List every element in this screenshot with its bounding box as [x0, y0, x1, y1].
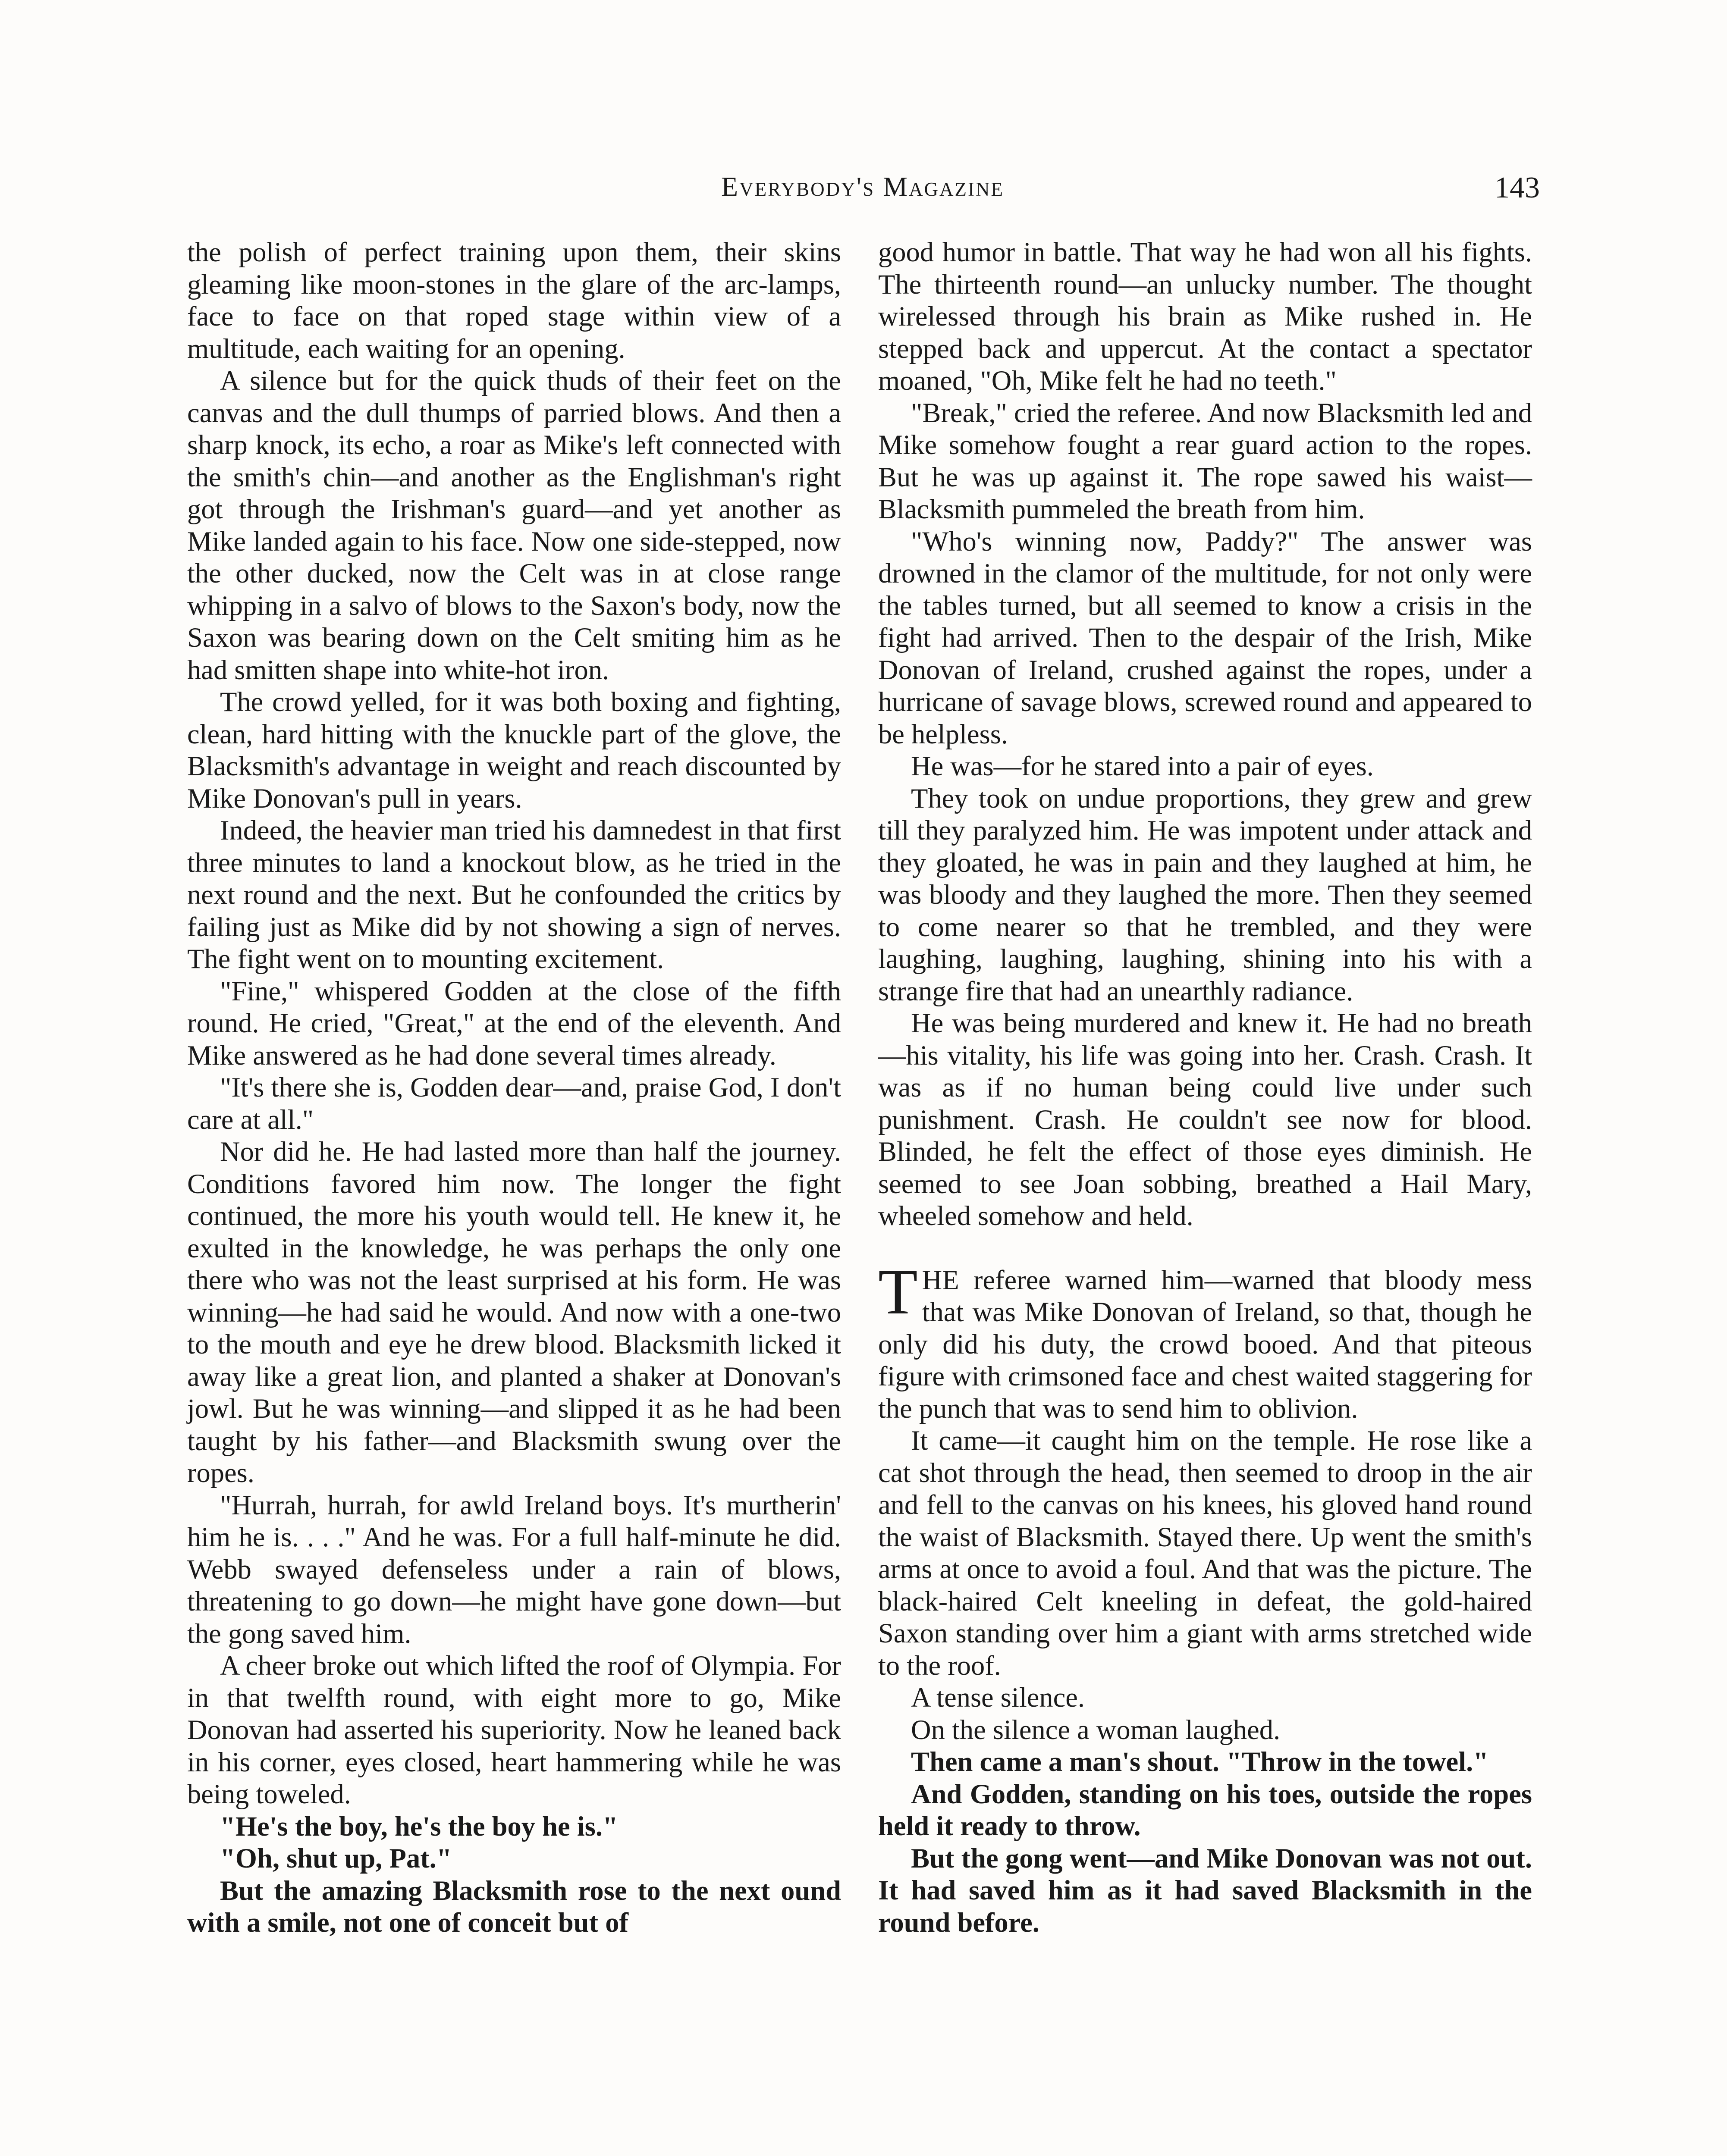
running-head: Everybody's Magazine — [721, 171, 1005, 202]
paragraph: "Fine," whispered Godden at the close of the fifth round. He cried, "Great," at the end of the eleventh. And Mike answered as he had done several times already. — [187, 975, 841, 1071]
paragraph: good humor in battle. That way he had won all his fights. The thirteenth round—an unlucky number. The thought wirelessed through his brain as Mike rushed in. He stepped back and uppercut. At the contact a spectator moaned, "Oh, Mike felt he had no teeth." — [878, 237, 1532, 396]
paragraph: But the amazing Blacksmith rose to the next ound with a smile, not one of conceit but of — [187, 1875, 841, 1938]
paragraph: He was—for he stared into a pair of eyes. — [911, 751, 1374, 781]
paragraph: "Hurrah, hurrah, for awld Ireland boys. It's murtherin' him he is. . . ." And he was. For a full half-minute he did. Webb swayed defenseless under a rain of blows, threatening to go down—he might have gone down—but the gong saved him. — [187, 1489, 841, 1649]
paragraph: A silence but for the quick thuds of their feet on the canvas and the dull thumps of parried blows. And then a sharp knock, its echo, a roar as Mike's left connected with the smith's chin—and another as the Englishman's right got through the Irishman's guard—and yet another as Mike landed again to his face. Now one side-stepped, now the other ducked, now the Celt was in at close range whipping in a salvo of blows to the Saxon's body, now the Saxon was bearing down on the Celt smiting him as he had smitten shape into white-hot iron. — [187, 365, 841, 685]
paragraph: Indeed, the heavier man tried his damnedest in that first three minutes to land a knockout blow, as he tried in the next round and the next. But he confounded the critics by failing just as Mike did by not showing a sign of nerves. The fight went on to mounting excitement. — [187, 815, 841, 974]
drop-cap: T — [878, 1256, 918, 1328]
paragraph: It came—it caught him on the temple. He rose like a cat shot through the head, then seemed to droop in the air and fell to the canvas on his knees, his gloved hand round the waist of Blacksmith. Stayed there. Up went the smith's arms at once to avoid a foul. And that was the picture. The black-haired Celt kneeling in defeat, the gold-haired Saxon standing over him a giant with arms stretched wide to the roof. — [878, 1425, 1532, 1681]
paragraph: But the gong went—and Mike Donovan was not out. It had saved him as it had saved Blacksmith in the round before. — [878, 1843, 1532, 1938]
paragraph: "Who's winning now, Paddy?" The answer was drowned in the clamor of the multitude, for not only were the tables turned, but all seemed to know a crisis in the fight had arrived. Then to the despair of the Irish, Mike Donovan of Ireland, crushed against the ropes, under a hurricane of savage blows, screwed round and appeared to be helpless. — [878, 526, 1532, 749]
paragraph: "It's there she is, Godden dear—and, praise God, I don't care at all." — [187, 1072, 841, 1135]
paragraph: "Oh, shut up, Pat." — [220, 1843, 452, 1874]
right-column — [878, 236, 1532, 1939]
paragraph: A tense silence. — [911, 1682, 1085, 1713]
paragraph: Nor did he. He had lasted more than half the journey. Conditions favored him now. The longer the fight continued, the more his youth would tell. He knew it, he exulted in the knowledge, he was perhaps the only one there who was not the least surprised at his form. He was winning—he had said he would. And now with a one-two to the mouth and eye he drew blood. Blacksmith licked it away like a great lion, and planted a shaker at Donovan's jowl. But he was winning—and slipped it as he had been taught by his father—and Blacksmith swung over the ropes. — [187, 1136, 841, 1488]
left-column — [187, 236, 841, 1939]
paragraph: And Godden, standing on his toes, outside the ropes held it ready to throw. — [878, 1778, 1532, 1841]
page-header — [185, 171, 1540, 218]
paragraph: He was being murdered and knew it. He had no breath—his vitality, his life was going into her. Crash. Crash. It was as if no human being could live under such punishment. Crash. He couldn't see now for blood. Blinded, he felt the effect of those eyes diminish. He seemed to see Joan sobbing, breathed a Hail Mary, wheeled somehow and held. — [878, 1008, 1532, 1231]
section-opening-paragraph — [878, 1256, 1532, 1425]
paragraph: They took on undue proportions, they grew and grew till they paralyzed him. He was impotent under attack and they gloated, he was in pain and they laughed at him, he was bloody and they laughed the more. Then they seemed to come nearer so that he trembled, and they were laughing, laughing, laughing, shining into his with a strange fire that had an unearthly radiance. — [878, 783, 1532, 1006]
paragraph: Then came a man's shout. "Throw in the towel." — [911, 1746, 1489, 1777]
section-text: HE referee warned him—warned that bloody mess that was Mike Donovan of Ireland, so that, though he only did his duty, the crowd booed. And that piteous figure with crimsoned face and chest waited staggering for the punch that was to send him to oblivion. — [878, 1264, 1532, 1424]
paragraph: the polish of perfect training upon them, their skins gleaming like moon-stones in the glare of the arc-lamps, face to face on that roped stage within view of a multitude, each waiting for an opening. — [187, 237, 841, 364]
paragraph: The crowd yelled, for it was both boxing and fighting, clean, hard hitting with the knuckle part of the glove, the Blacksmith's advantage in weight and reach discounted by Mike Donovan's pull in years. — [187, 686, 841, 814]
paragraph: A cheer broke out which lifted the roof of Olympia. For in that twelfth round, with eight more to go, Mike Donovan had asserted his superiority. Now he leaned back in his corner, eyes closed, heart hammering while he was being toweled. — [187, 1650, 841, 1809]
paragraph: On the silence a woman laughed. — [911, 1714, 1281, 1745]
paragraph: "He's the boy, he's the boy he is." — [220, 1811, 618, 1842]
paragraph: "Break," cried the referee. And now Blacksmith led and Mike somehow fought a rear guard action to the ropes. But he was up against it. The rope sawed his waist—Blacksmith pummeled the breath from him. — [878, 397, 1532, 524]
page-number: 143 — [1495, 171, 1540, 204]
